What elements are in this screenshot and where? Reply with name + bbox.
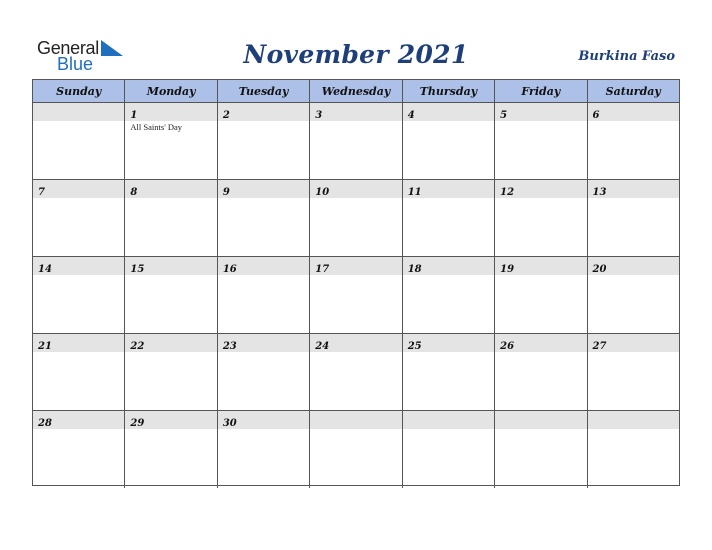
day-number-bar (310, 411, 401, 429)
day-number-bar (218, 180, 309, 198)
day-number: 15 (130, 264, 145, 275)
week-row (33, 411, 679, 488)
weekday-header: Tuesday (218, 80, 310, 102)
day-cell (403, 257, 495, 333)
day-cell (33, 334, 125, 410)
day-cell (403, 411, 495, 488)
day-cell (403, 103, 495, 179)
day-number-bar (588, 103, 679, 121)
day-number-bar (403, 411, 494, 429)
day-number-bar (588, 334, 679, 352)
day-number-bar (588, 257, 679, 275)
day-number-bar (588, 180, 679, 198)
day-number: 22 (130, 341, 145, 352)
day-number-bar (403, 334, 494, 352)
day-cell (310, 334, 402, 410)
day-number-bar (33, 411, 124, 429)
calendar-grid (32, 79, 680, 486)
day-cell (403, 180, 495, 256)
day-number: 23 (222, 341, 237, 352)
day-number: 28 (38, 418, 52, 429)
day-number-bar (495, 334, 586, 352)
day-number: 24 (315, 341, 330, 352)
day-number: 20 (592, 264, 607, 275)
day-number: 16 (222, 264, 237, 275)
day-cell (125, 411, 217, 488)
day-number-bar (218, 411, 309, 429)
day-number: 11 (407, 187, 422, 198)
weekday-header: Saturday (605, 84, 661, 98)
day-cell (218, 334, 310, 410)
holiday-label: All Saints' Day (130, 122, 183, 132)
day-number: 8 (130, 187, 138, 198)
weeks-container (33, 103, 679, 488)
day-number: 2 (222, 110, 230, 121)
day-cell (33, 257, 125, 333)
day-number-bar (218, 334, 309, 352)
day-cell (125, 334, 217, 410)
day-cell (495, 257, 587, 333)
day-cell (588, 257, 679, 333)
day-number-bar (403, 103, 494, 121)
day-cell (588, 180, 679, 256)
day-number-bar (125, 180, 216, 198)
day-number-bar (495, 257, 586, 275)
day-number-bar (495, 103, 586, 121)
day-cell (125, 103, 217, 179)
day-number: 7 (38, 187, 45, 198)
day-number-bar (310, 334, 401, 352)
day-events (125, 121, 216, 132)
day-number-bar (310, 257, 401, 275)
day-number-bar (33, 180, 124, 198)
day-number-bar (310, 103, 401, 121)
day-cell (495, 334, 587, 410)
day-cell (495, 180, 587, 256)
day-number-bar (218, 103, 309, 121)
day-number: 21 (38, 341, 52, 352)
weekday-header: Thursday (403, 80, 495, 102)
day-cell (218, 180, 310, 256)
day-number-bar (495, 180, 586, 198)
day-number: 1 (130, 110, 138, 121)
weekday-header: Monday (125, 80, 217, 102)
day-number-bar (125, 103, 216, 121)
day-number-bar (125, 411, 216, 429)
week-row (33, 257, 679, 334)
day-number: 19 (500, 264, 515, 275)
weekday-header: Friday (495, 80, 587, 102)
day-number-bar (403, 257, 494, 275)
logo-text-blue: Blue (57, 54, 94, 74)
day-cell (310, 103, 402, 179)
day-cell (33, 411, 125, 488)
week-row (33, 334, 679, 411)
day-cell (588, 103, 679, 179)
day-number-bar (588, 411, 679, 429)
day-number-bar (125, 334, 216, 352)
day-cell (495, 411, 587, 488)
day-number-bar (33, 334, 124, 352)
day-cell (310, 411, 402, 488)
day-number: 9 (222, 187, 230, 198)
day-cell (218, 411, 310, 488)
day-cell (495, 103, 587, 179)
country-label: Burkina Faso (578, 49, 675, 64)
day-cell (310, 180, 402, 256)
day-number: 4 (407, 110, 415, 121)
week-row (33, 180, 679, 257)
day-number: 14 (38, 264, 52, 275)
day-number: 29 (130, 418, 145, 429)
day-number: 12 (500, 187, 515, 198)
day-number: 18 (407, 264, 422, 275)
day-cell (218, 257, 310, 333)
day-cell (33, 180, 125, 256)
weekday-header-row (33, 80, 679, 103)
day-number-bar (310, 180, 401, 198)
day-cell (125, 257, 217, 333)
day-cell (403, 334, 495, 410)
day-number: 30 (222, 418, 237, 429)
day-number: 26 (500, 341, 515, 352)
day-cell (588, 411, 679, 488)
day-cell (125, 180, 217, 256)
day-number: 27 (592, 341, 607, 352)
day-number-bar (495, 411, 586, 429)
weekday-header: Wednesday (310, 80, 402, 102)
page-title: November 2021 (243, 40, 469, 69)
day-number: 17 (315, 264, 330, 275)
weekday-header: Sunday (33, 80, 125, 102)
day-cell (588, 334, 679, 410)
day-number-bar (125, 257, 216, 275)
day-number-bar (33, 257, 124, 275)
logo-text-general: General (37, 38, 99, 58)
day-cell (218, 103, 310, 179)
day-cell (33, 103, 125, 179)
day-number-bar (403, 180, 494, 198)
day-number: 25 (407, 341, 422, 352)
day-number: 3 (315, 110, 323, 121)
week-row (33, 103, 679, 180)
day-number: 5 (500, 110, 508, 121)
day-number-bar (33, 103, 124, 121)
day-cell (310, 257, 402, 333)
day-number: 13 (592, 187, 607, 198)
day-number: 10 (315, 187, 330, 198)
day-number-bar (218, 257, 309, 275)
day-number: 6 (592, 110, 600, 121)
